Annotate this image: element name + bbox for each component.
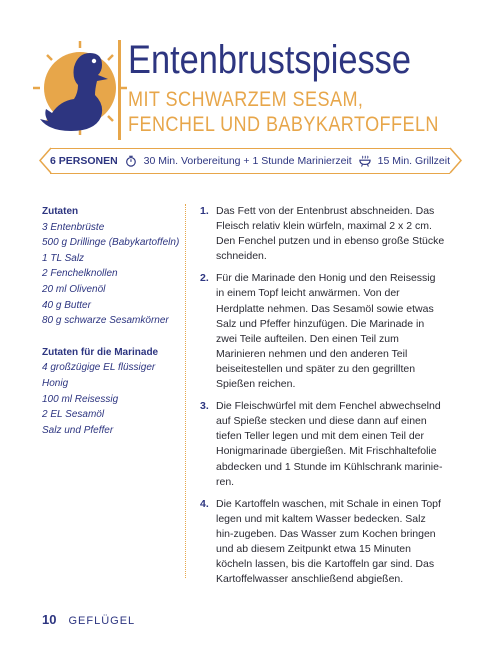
ingredient-item: 1 TL Salz xyxy=(42,252,85,264)
recipe-info-banner xyxy=(50,148,450,174)
title-divider xyxy=(118,40,121,140)
duck-sun-icon xyxy=(30,33,130,138)
marinade-item: Salz und Pfeffer xyxy=(42,424,114,436)
ingredient-item: 40 g Butter xyxy=(42,299,91,311)
step-2 xyxy=(200,271,445,392)
page-footer xyxy=(42,612,135,627)
ingredient-item: 2 Fenchelknollen xyxy=(42,268,118,280)
marinade-item: 2 EL Sesamöl xyxy=(42,409,105,421)
column-divider xyxy=(185,204,186,578)
marinade-list xyxy=(42,360,182,438)
marinade-item: 4 großzügige EL flüssiger Honig xyxy=(42,362,156,389)
marinade-heading: Zutaten für die Marinade xyxy=(42,346,159,358)
servings: 6 PERSONEN xyxy=(50,155,118,167)
step-3 xyxy=(200,399,445,490)
instructions xyxy=(200,204,445,594)
step-1 xyxy=(200,204,445,264)
recipe-title: Entenbrustspiesse xyxy=(128,38,412,82)
grill-time: 15 Min. Grillzeit xyxy=(377,155,450,167)
ingredient-item: 500 g Drillinge (Babykartoffeln) xyxy=(42,237,180,249)
step-number: 4. xyxy=(200,497,209,510)
step-text: Die Kartoffeln waschen, mit Schale in einen Topf legen und mit kaltem Wasser bedecken. Salz hin-zugeben. Das Wasser zum Kochen bringen und ab diesem Zeitpunkt etwa 15 Minuten köcheln lassen, bis die Kartoffeln gar sind. Das Kartoffelwasser anschließend abgießen. xyxy=(216,497,441,586)
section-name: GEFLÜGEL xyxy=(68,615,136,627)
ingredients-list xyxy=(42,220,182,329)
ingredient-item: 3 Entenbrüste xyxy=(42,221,105,233)
step-text: Für die Marinade den Honig und den Reisessig in einem Topf leicht anwärmen. Von der Herdplatte nehmen. Das Sesamöl sowie etwas Salz und Pfeffer hinzufügen. Die Marinade in zwei Teile aufteilen. Den einen Teil zum Marinieren nehmen und den anderen Teil beiseitestellen und später zu den gegrillten Spießen reichen. xyxy=(216,272,436,391)
prep-time: 30 Min. Vorbereitung + 1 Stunde Marinierzeit xyxy=(143,155,352,167)
page-number: 10 xyxy=(42,612,57,627)
subtitle-line-2: FENCHEL UND BABYKARTOFFELN xyxy=(128,113,439,136)
recipe-subtitle xyxy=(128,87,439,137)
ingredient-item: 20 ml Olivenöl xyxy=(42,283,106,295)
ingredient-item: 80 g schwarze Sesamkörner xyxy=(42,315,169,327)
grill-icon xyxy=(359,154,371,168)
step-number: 3. xyxy=(200,400,209,413)
step-number: 2. xyxy=(200,272,209,285)
banner-right-tip xyxy=(449,147,463,174)
step-number: 1. xyxy=(200,205,209,217)
step-text: Die Fleischwürfel mit dem Fenchel abwechselnd auf Spieße stecken und diese dann auf einen tiefen Teller legen und mit dem einen Teil der Honigmarinade übergießen. Mit Frischhaltefolie abdecken und 1 Stunde im Kühlschrank marinie-ren. xyxy=(216,400,443,488)
subtitle-line-1: MIT SCHWARZEM SESAM, xyxy=(128,88,364,111)
step-4 xyxy=(200,497,445,588)
ingredients-panel xyxy=(42,204,182,438)
timer-icon xyxy=(125,154,137,168)
ingredients-heading: Zutaten xyxy=(42,206,79,217)
step-text: Das Fett von der Entenbrust abschneiden. Das Fleisch relativ klein würfeln, maximal 2 x 2 cm. Den Fenchel putzen und in ebenso große Stücke schneiden. xyxy=(216,205,445,263)
marinade-item: 100 ml Reisessig xyxy=(42,393,119,405)
